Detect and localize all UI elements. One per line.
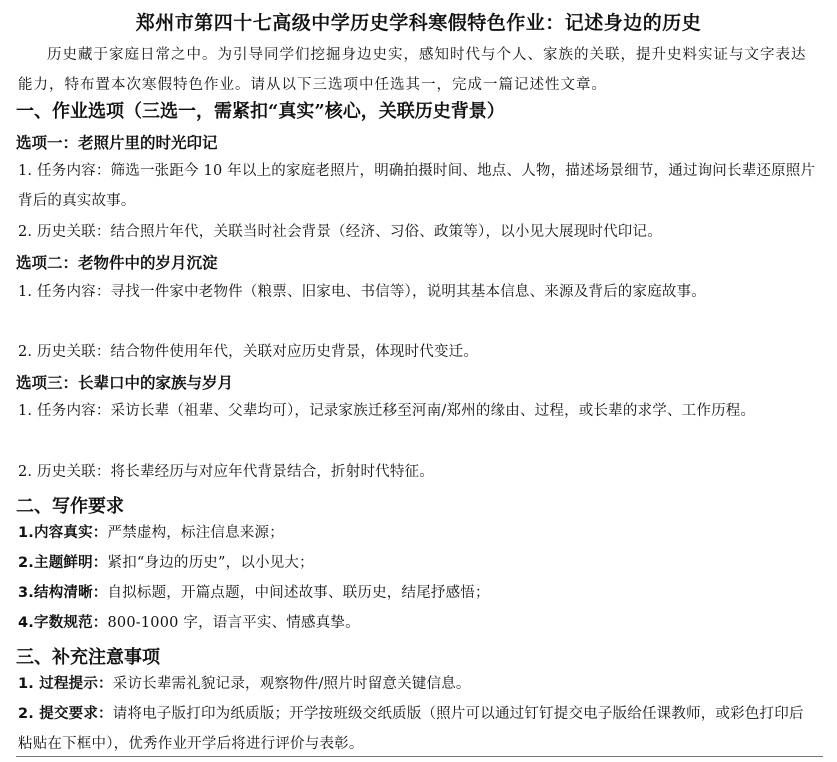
writing-requirement-1 [18,518,818,548]
note-label: 2. 提交要求： [18,706,113,722]
requirement-label: 3.结构清晰： [18,585,108,601]
option1-heading: 选项一：老照片里的时光印记 [16,133,218,152]
writing-requirement-4 [18,608,818,638]
requirement-text: 严禁虚构，标注信息来源； [107,525,284,541]
requirement-label: 2.主题鲜明： [18,555,108,571]
note-item-2 [18,699,818,759]
note-text: 请将电子版打印为纸质版；开学按班级交纸质版（照片可以通过钉钉提交电子版给任课教师，或彩色打印后粘贴在下框中），优秀作业开学后将进行评价与表彰。 [18,706,804,752]
option1-item-2: 2. 历史关联：结合照片年代，关联当时社会背景（经济、习俗、政策等），以小见大展现时代印记。 [18,224,662,240]
writing-requirement-3 [18,578,818,608]
option3-heading: 选项三：长辈口中的家族与岁月 [16,373,234,392]
note-text: 采访长辈需礼貌记录，观察物件/照片时留意关键信息。 [112,676,471,692]
option3-item-2: 2. 历史关联：将长辈经历与对应年代背景结合，折射时代特征。 [18,464,434,480]
option2-heading: 选项二：老物件中的岁月沉淀 [16,253,218,272]
requirement-text: 800-1000 字，语言平实、情感真挚。 [107,615,360,631]
option2-item-1: 1. 任务内容：寻找一件家中老物件（粮票、旧家电、书信等），说明其基本信息、来源及背后的家庭故事。 [18,284,706,300]
section2-heading: 二、写作要求 [16,496,124,517]
bottom-divider [16,756,823,757]
writing-requirement-2 [18,548,818,578]
requirement-text: 紧扣“身边的历史”，以小见大； [107,555,314,571]
requirement-label: 4.字数规范： [18,615,108,631]
note-item-1 [18,669,818,699]
requirement-text: 自拟标题，开篇点题，中间述故事、联历史，结尾抒感悟； [107,585,490,601]
intro-paragraph: 历史藏于家庭日常之中。为引导同学们挖掘身边史实，感知时代与个人、家族的关联，提升史料实证与文字表达能力，特布置本次寒假特色作业。请从以下三选项中任选其一，完成一篇记述性文章。 [18,47,807,93]
section3-heading: 三、补充注意事项 [16,647,160,668]
option3-item-1: 1. 任务内容：采访长辈（祖辈、父辈均可），记录家族迁移至河南/郑州的缘由、过程，或长辈的求学、工作历程。 [18,403,756,419]
option1-item-1: 1. 任务内容：筛选一张距今 10 年以上的家庭老照片，明确拍摄时间、地点、人物，描述场景细节，通过询问长辈还原照片背后的真实故事。 [18,163,816,209]
option2-item-2: 2. 历史关联：结合物件使用年代，关联对应历史背景，体现时代变迁。 [18,344,479,360]
section1-heading: 一、作业选项（三选一，需紧扣“真实”核心，关联历史背景） [16,101,505,122]
page-title: 郑州市第四十七高级中学历史学科寒假特色作业：记述身边的历史 [135,12,702,34]
requirement-label: 1.内容真实： [18,525,108,541]
note-label: 1. 过程提示： [18,676,113,692]
